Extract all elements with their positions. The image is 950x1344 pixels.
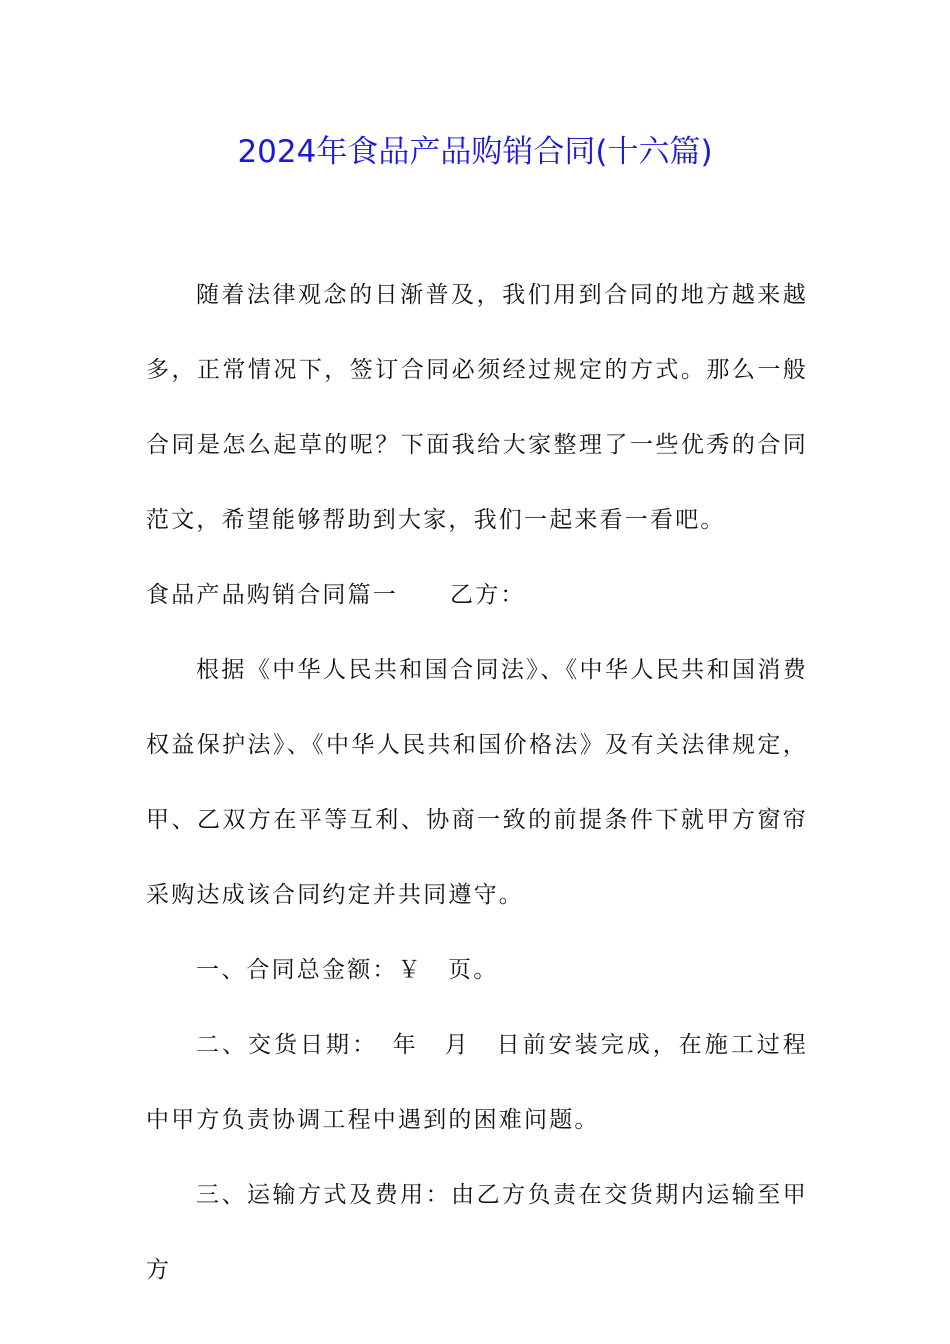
section-heading-line	[146, 558, 808, 633]
basis-paragraph: 根据《中华人民共和国合同法》、《中华人民共和国消费权益保护法》、《中华人民共和国价格法》及有关法律规定，甲、乙双方在平等互利、协商一致的前提条件下就甲方窗帘采购达成该合同约定并共同遵守。	[146, 657, 808, 908]
clause-2: 二、交货日期： 年 月 日前安装完成，在施工过程中甲方负责协调工程中遇到的困难问题。	[146, 1032, 808, 1133]
intro-paragraph: 随着法律观念的日渐普及，我们用到合同的地方越来越多，正常情况下，签订合同必须经过规定的方式。那么一般合同是怎么起草的呢？下面我给大家整理了一些优秀的合同范文，希望能够帮助到大家，我们一起来看一看吧。	[146, 282, 808, 533]
clause-1: 一、合同总金额：￥ 页。	[196, 957, 499, 983]
section-heading: 食品产品购销合同篇一	[146, 582, 398, 608]
clause-3: 三、运输方式及费用：由乙方负责在交货期内运输至甲方	[146, 1182, 808, 1283]
party-b-label: 乙方：	[450, 582, 526, 608]
document-title: 2024年食品产品购销合同(十六篇)	[237, 134, 713, 170]
document-body	[146, 258, 808, 1308]
